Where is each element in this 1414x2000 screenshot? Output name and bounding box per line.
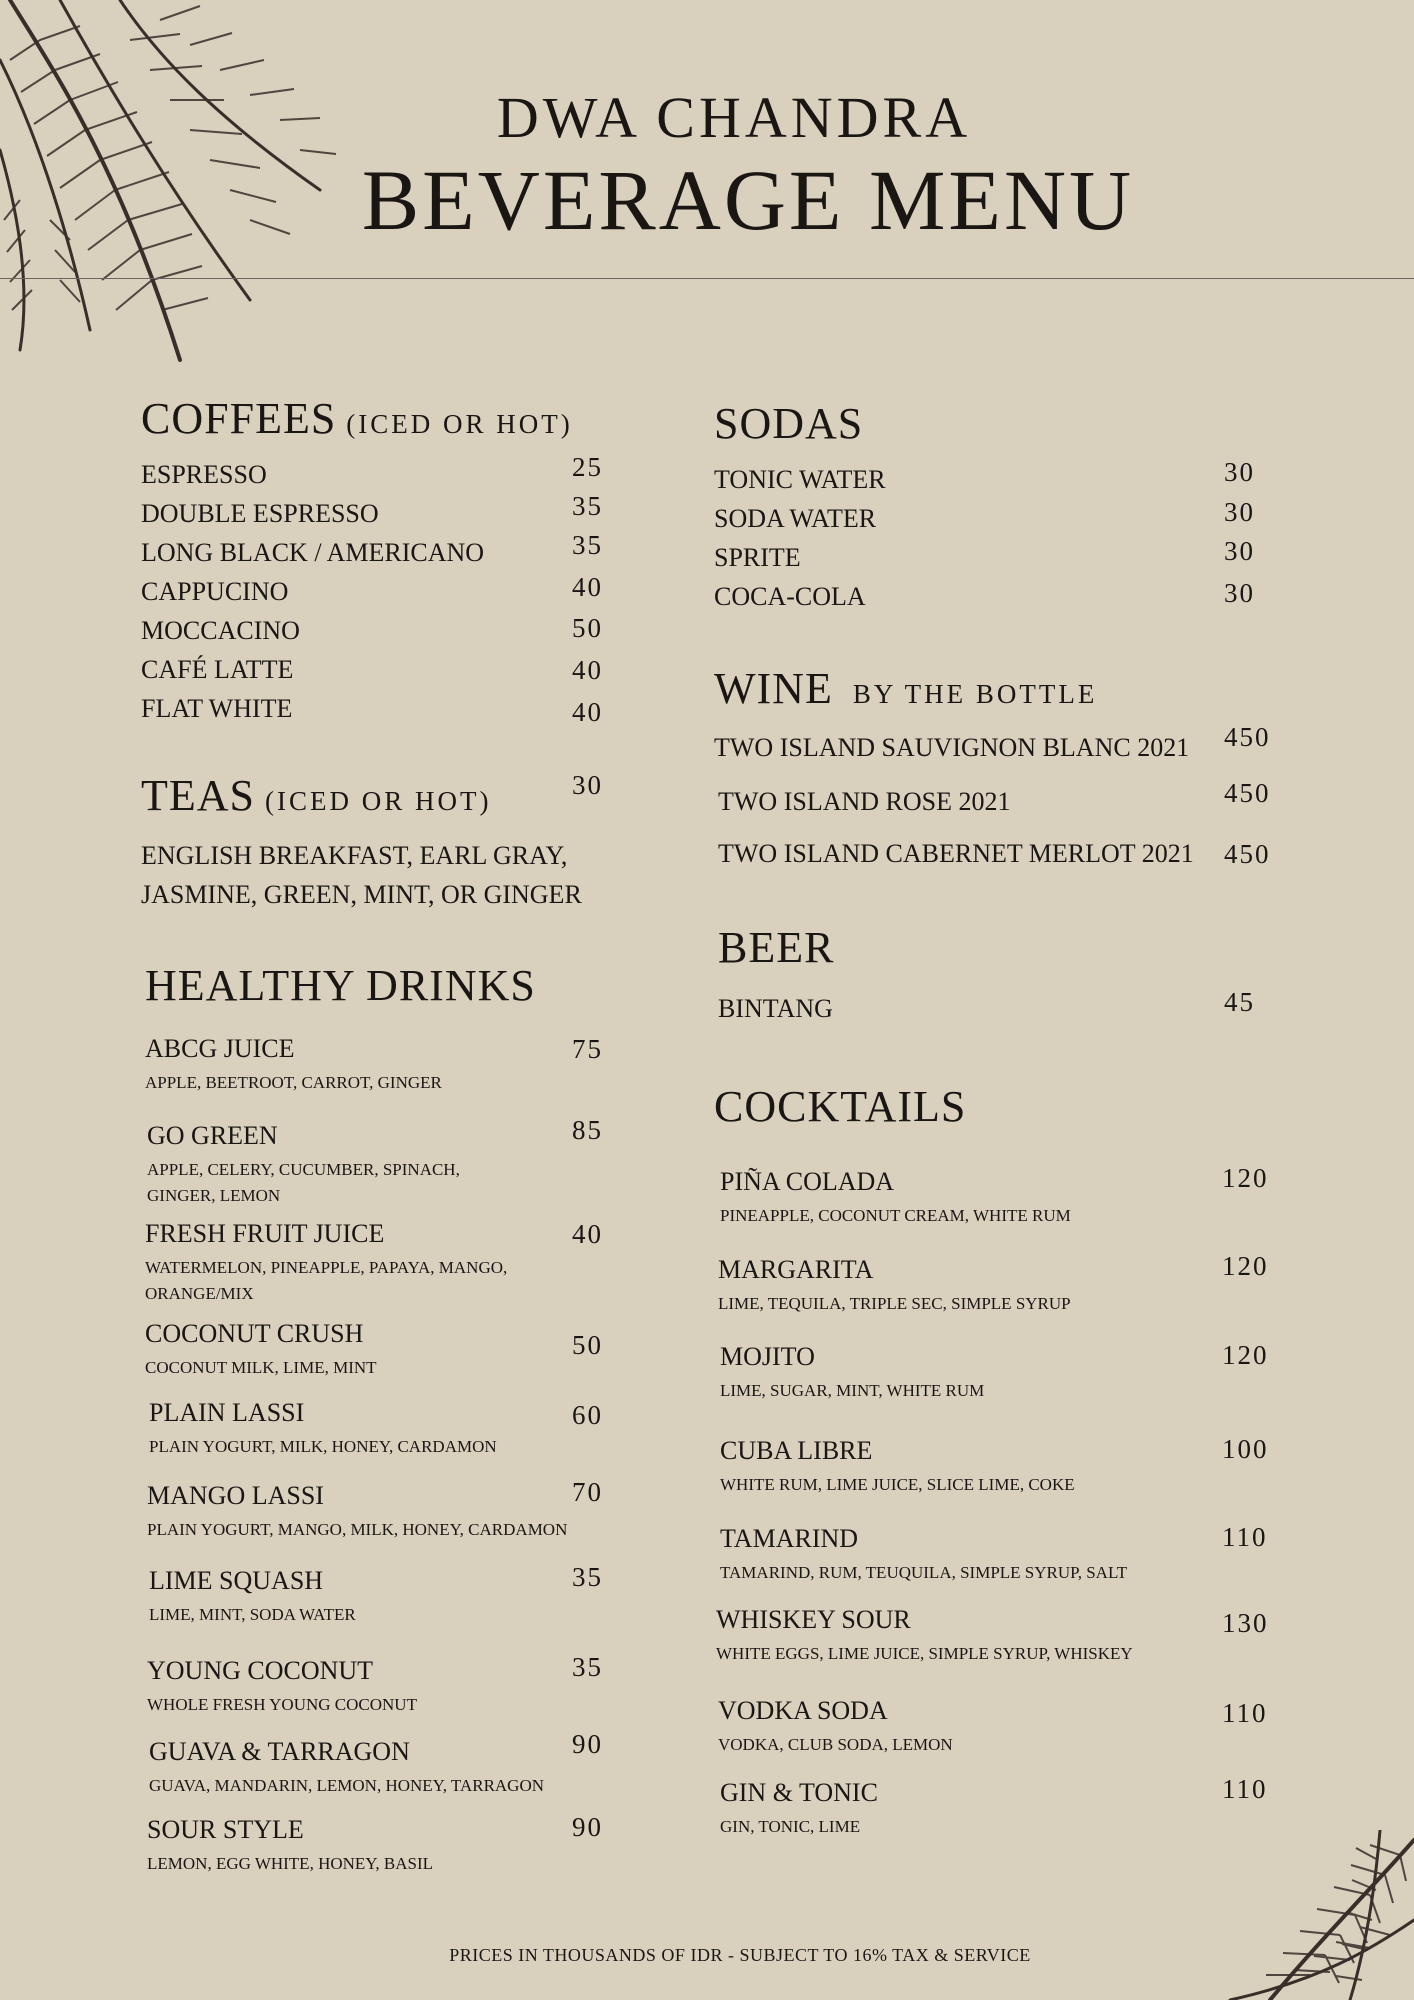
menu-item-description: WATERMELON, PINEAPPLE, PAPAYA, MANGO, <box>145 1258 508 1277</box>
menu-item-description: PINEAPPLE, COCONUT CREAM, WHITE RUM <box>720 1206 1071 1225</box>
healthy-drinks-title: HEALTHY DRINKS <box>145 961 536 1010</box>
menu-item-name: LIME SQUASH <box>149 1566 324 1595</box>
teas-heading <box>141 770 491 821</box>
menu-item-name: CAPPUCINO <box>141 577 289 606</box>
menu-item-name: TAMARIND <box>720 1524 859 1553</box>
menu-item-name: CAFÉ LATTE <box>141 655 294 684</box>
menu-item-price: 50 <box>572 613 603 643</box>
beer-title: BEER <box>718 923 835 972</box>
menu-item-name: COCA-COLA <box>714 582 866 611</box>
menu-item-name: BINTANG <box>718 994 833 1023</box>
menu-item-price: 40 <box>572 655 603 685</box>
menu-item-description: LEMON, EGG WHITE, HONEY, BASIL <box>147 1854 433 1873</box>
header-divider <box>0 278 1414 279</box>
menu-item-name: COCONUT CRUSH <box>145 1319 364 1348</box>
menu-item-price: 25 <box>572 452 603 482</box>
teas-options-line: ENGLISH BREAKFAST, EARL GRAY, <box>141 841 568 870</box>
menu-item-price: 30 <box>1224 536 1255 566</box>
coffees-subtitle: (ICED OR HOT) <box>346 409 573 439</box>
menu-item-price: 30 <box>1224 497 1255 527</box>
menu-item-price: 75 <box>572 1034 603 1064</box>
menu-item-name: CUBA LIBRE <box>720 1436 873 1465</box>
menu-item-price: 40 <box>572 697 603 727</box>
menu-item-price: 70 <box>572 1477 603 1507</box>
wine-heading <box>714 663 1097 714</box>
coffees-title: COFFEES <box>141 394 337 443</box>
wine-subtitle: BY THE BOTTLE <box>852 679 1098 709</box>
menu-item-description: TAMARIND, RUM, TEUQUILA, SIMPLE SYRUP, SALT <box>720 1563 1128 1582</box>
menu-item-name: VODKA SODA <box>718 1696 888 1725</box>
menu-item-price: 450 <box>1224 778 1271 808</box>
menu-item-price: 120 <box>1222 1163 1269 1193</box>
menu-item-price: 35 <box>572 530 603 560</box>
menu-item-price: 35 <box>572 491 603 521</box>
menu-item-name: DOUBLE ESPRESSO <box>141 499 379 528</box>
menu-item-name: MARGARITA <box>718 1255 874 1284</box>
menu-item-price: 90 <box>572 1729 603 1759</box>
menu-item-price: 85 <box>572 1115 603 1145</box>
menu-item-description: GINGER, LEMON <box>147 1186 281 1205</box>
menu-item-name: PLAIN LASSI <box>149 1398 305 1427</box>
menu-item-description: ORANGE/MIX <box>145 1284 254 1303</box>
menu-item-name: YOUNG COCONUT <box>147 1656 374 1685</box>
page-title: BEVERAGE MENU <box>361 152 1135 248</box>
menu-item-price: 30 <box>1224 457 1255 487</box>
menu-item-name: SPRITE <box>714 543 801 572</box>
menu-item-description: WHOLE FRESH YOUNG COCONUT <box>147 1695 417 1714</box>
menu-item-price: 40 <box>572 572 603 602</box>
menu-item-name: FLAT WHITE <box>141 694 293 723</box>
menu-item-name: TWO ISLAND CABERNET MERLOT 2021 <box>718 839 1194 868</box>
menu-item-description: LIME, SUGAR, MINT, WHITE RUM <box>720 1381 985 1400</box>
menu-item-description: WHITE EGGS, LIME JUICE, SIMPLE SYRUP, WHISKEY <box>716 1644 1133 1663</box>
cocktails-title: COCKTAILS <box>714 1082 967 1131</box>
menu-item-price: 110 <box>1222 1774 1268 1804</box>
menu-item-price: 90 <box>572 1812 603 1842</box>
menu-item-name: FRESH FRUIT JUICE <box>145 1219 385 1248</box>
menu-item-name: MOCCACINO <box>141 616 300 645</box>
menu-item-name: ESPRESSO <box>141 460 267 489</box>
teas-price: 30 <box>572 770 603 800</box>
menu-item-name: SODA WATER <box>714 504 877 533</box>
restaurant-name: DWA CHANDRA <box>496 85 972 150</box>
menu-item-name: MANGO LASSI <box>147 1481 324 1510</box>
menu-item-description: VODKA, CLUB SODA, LEMON <box>718 1735 953 1754</box>
menu-item-name: MOJITO <box>720 1342 815 1371</box>
menu-item-name: ABCG JUICE <box>145 1034 295 1063</box>
menu-item-price: 40 <box>572 1219 603 1249</box>
menu-item-name: GO GREEN <box>147 1121 278 1150</box>
menu-item-price: 120 <box>1222 1251 1269 1281</box>
menu-item-name: SOUR STYLE <box>147 1815 304 1844</box>
menu-item-description: COCONUT MILK, LIME, MINT <box>145 1358 377 1377</box>
menu-item-price: 35 <box>572 1562 603 1592</box>
menu-item-price: 60 <box>572 1400 603 1430</box>
menu-item-price: 45 <box>1224 987 1255 1017</box>
menu-item-price: 130 <box>1222 1608 1269 1638</box>
menu-item-price: 450 <box>1224 839 1271 869</box>
menu-item-description: GUAVA, MANDARIN, LEMON, HONEY, TARRAGON <box>149 1776 545 1795</box>
menu-item-description: APPLE, CELERY, CUCUMBER, SPINACH, <box>147 1160 460 1179</box>
menu-item-name: WHISKEY SOUR <box>716 1605 911 1634</box>
menu-item-name: GIN & TONIC <box>720 1778 878 1807</box>
menu-item-description: WHITE RUM, LIME JUICE, SLICE LIME, COKE <box>720 1475 1075 1494</box>
menu-item-price: 50 <box>572 1330 603 1360</box>
menu-item-price: 30 <box>1224 578 1255 608</box>
menu-item-name: TWO ISLAND ROSE 2021 <box>718 787 1011 816</box>
menu-item-price: 100 <box>1222 1434 1269 1464</box>
menu-item-name: PIÑA COLADA <box>720 1167 895 1196</box>
coffees-heading <box>141 393 573 444</box>
menu-item-description: PLAIN YOGURT, MANGO, MILK, HONEY, CARDAMON <box>147 1520 568 1539</box>
menu-item-description: LIME, TEQUILA, TRIPLE SEC, SIMPLE SYRUP <box>718 1294 1071 1313</box>
menu-item-price: 110 <box>1222 1522 1268 1552</box>
menu-item-description: GIN, TONIC, LIME <box>720 1817 861 1836</box>
menu-item-price: 35 <box>572 1652 603 1682</box>
menu-item-description: LIME, MINT, SODA WATER <box>149 1605 356 1624</box>
footer-note: PRICES IN THOUSANDS OF IDR - SUBJECT TO 16% TAX & SERVICE <box>449 1945 1031 1965</box>
palm-frond-bottom-right-illustration <box>1150 1830 1414 2000</box>
menu-item-description: APPLE, BEETROOT, CARROT, GINGER <box>145 1073 442 1092</box>
wine-title: WINE <box>714 664 833 713</box>
teas-options-line: JASMINE, GREEN, MINT, OR GINGER <box>141 880 582 909</box>
menu-item-price: 110 <box>1222 1698 1268 1728</box>
menu-item-name: LONG BLACK / AMERICANO <box>141 538 485 567</box>
menu-item-name: GUAVA & TARRAGON <box>149 1737 410 1766</box>
menu-item-name: TWO ISLAND SAUVIGNON BLANC 2021 <box>714 733 1190 762</box>
menu-item-price: 450 <box>1224 722 1271 752</box>
menu-item-price: 120 <box>1222 1340 1269 1370</box>
menu-item-name: TONIC WATER <box>714 465 886 494</box>
teas-subtitle: (ICED OR HOT) <box>265 786 492 816</box>
menu-item-description: PLAIN YOGURT, MILK, HONEY, CARDAMON <box>149 1437 497 1456</box>
teas-title: TEAS <box>141 771 255 820</box>
sodas-title: SODAS <box>714 399 864 448</box>
